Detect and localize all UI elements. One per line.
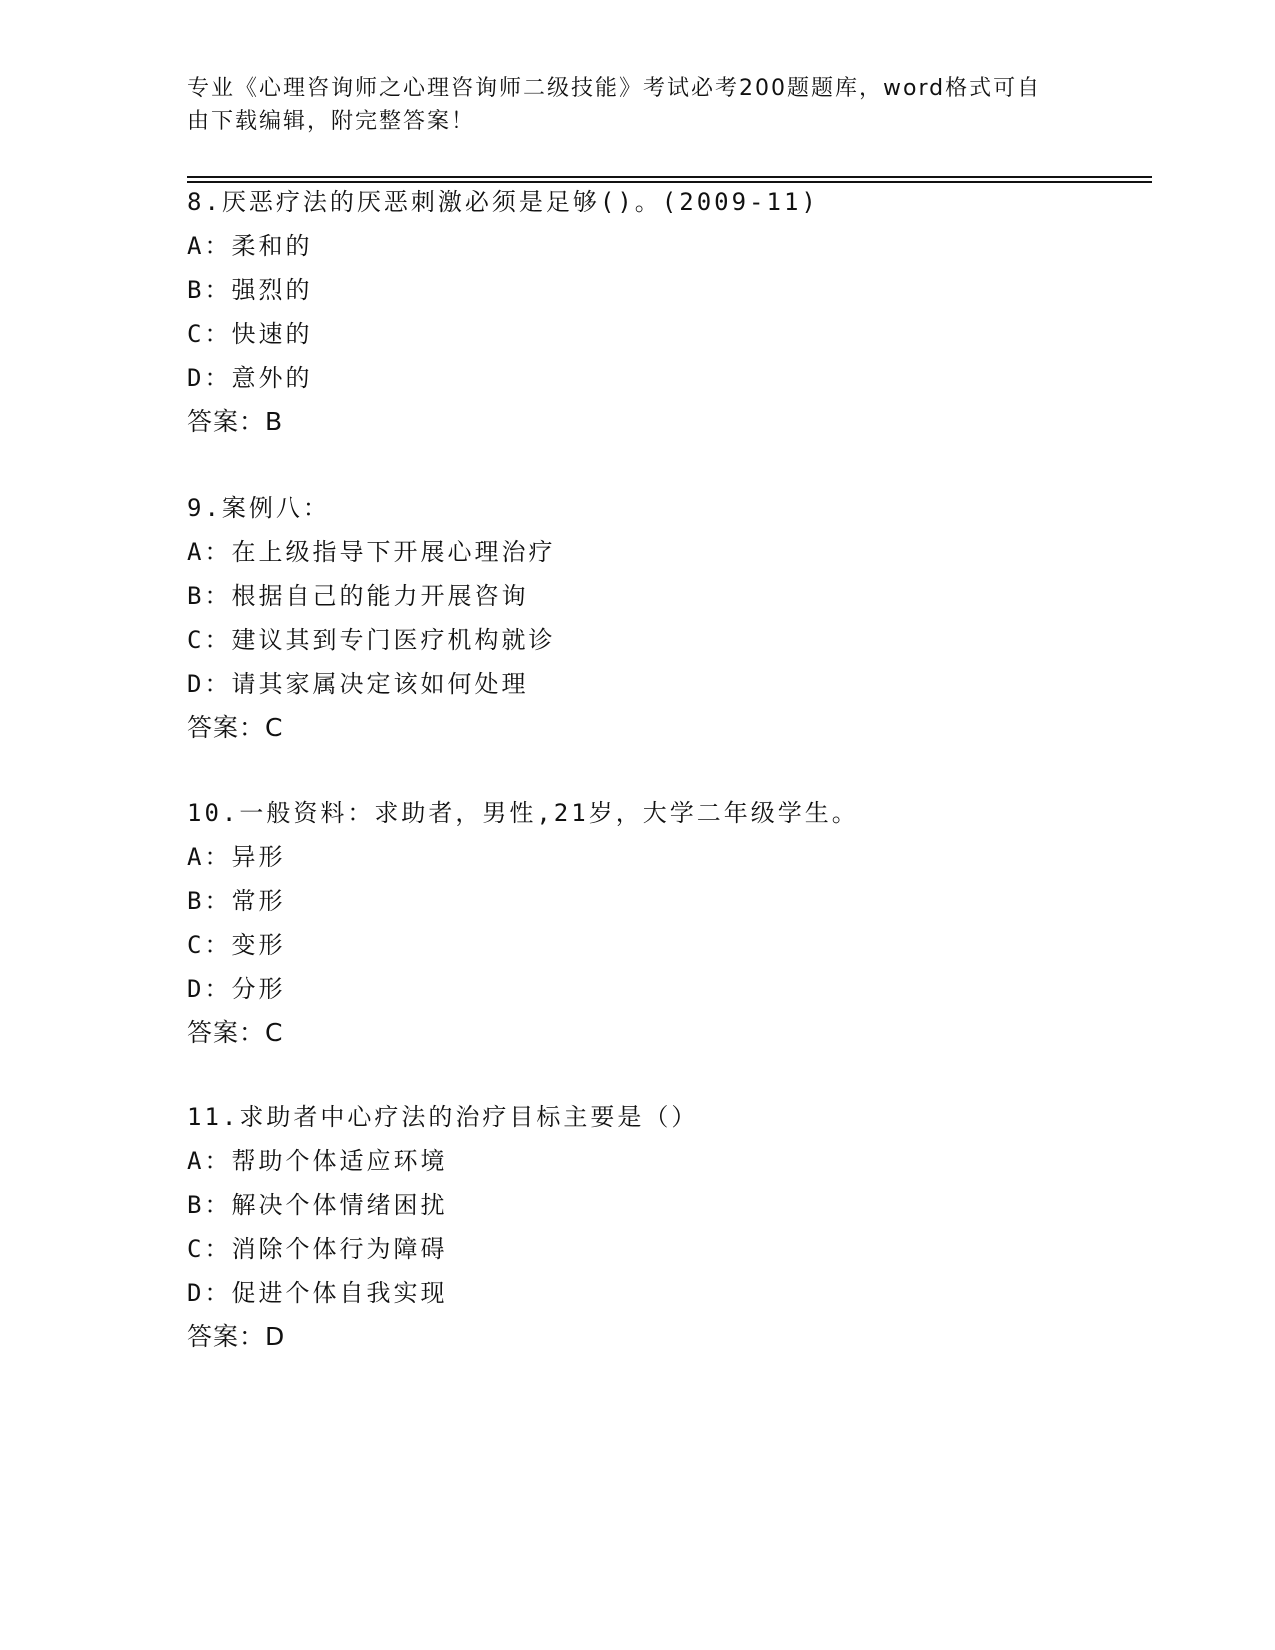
option-d: D：分形 [187,975,286,1003]
question-stem: 8.厌恶疗法的厌恶刺激必须是足够()。(2009-11) [187,188,819,216]
option-d: D：促进个体自我实现 [187,1279,448,1307]
question-stem: 9.案例八： [187,494,330,522]
header-line-2: 由下载编辑，附完整答案！ [187,109,476,134]
option-c: C：变形 [187,931,286,959]
option-b: B：解决个体情绪困扰 [187,1191,448,1219]
option-d: D：请其家属决定该如何处理 [187,670,529,698]
header-line-1: 专业《心理咨询师之心理咨询师二级技能》考试必考200题题库，word格式可自 [187,76,1042,101]
option-a: A：帮助个体适应环境 [187,1147,448,1175]
document-header [187,72,1087,138]
option-c: C：建议其到专门医疗机构就诊 [187,626,556,654]
option-d: D：意外的 [187,364,313,392]
option-b: B：根据自己的能力开展咨询 [187,582,529,610]
option-c: C：消除个体行为障碍 [187,1235,448,1263]
answer-line: 答案：D [187,1322,286,1351]
option-a: A：柔和的 [187,232,313,260]
question-stem: 11.求助者中心疗法的治疗目标主要是（） [187,1103,699,1131]
option-b: B：强烈的 [187,276,313,304]
question-stem: 10.一般资料：求助者，男性,21岁，大学二年级学生。 [187,799,859,827]
header-divider-top [187,176,1152,178]
answer-line: 答案：C [187,1018,284,1047]
header-divider-bottom [187,181,1152,183]
option-b: B：常形 [187,887,286,915]
answer-line: 答案：B [187,407,284,436]
option-a: A：异形 [187,843,286,871]
option-c: C：快速的 [187,320,313,348]
answer-line: 答案：C [187,713,284,742]
option-a: A：在上级指导下开展心理治疗 [187,538,556,566]
